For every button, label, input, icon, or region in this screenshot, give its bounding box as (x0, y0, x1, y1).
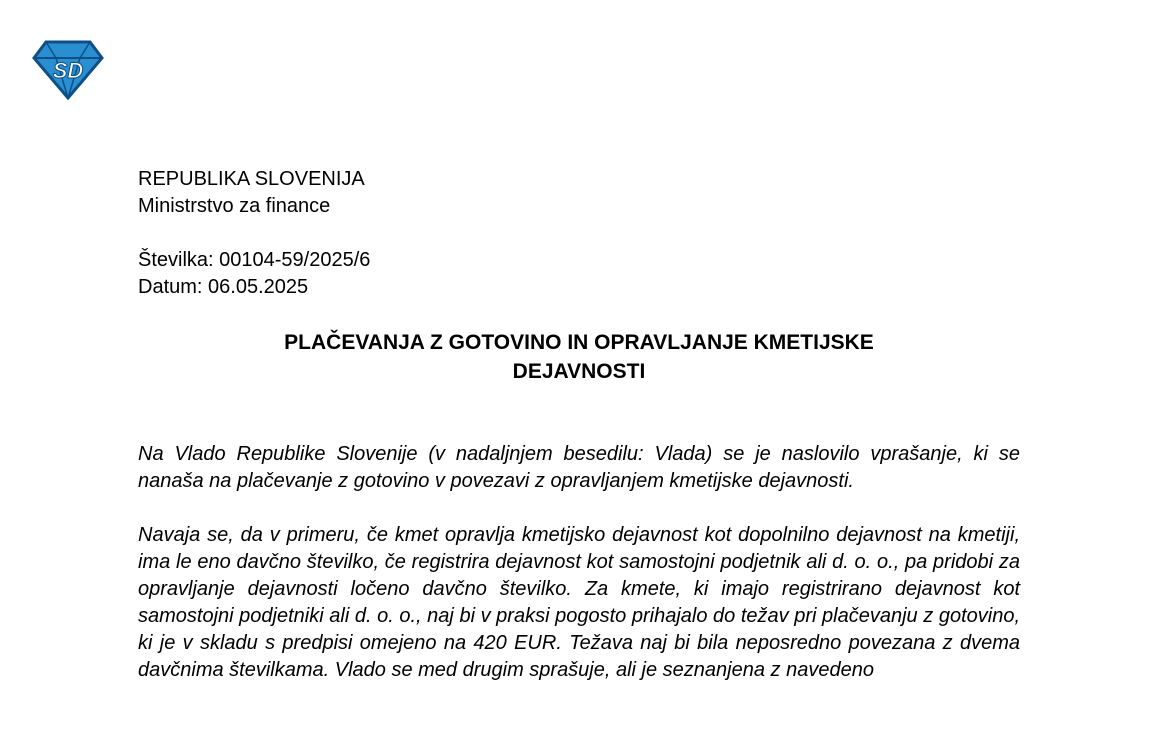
title-line-2: DEJAVNOSTI (512, 360, 646, 383)
document-number: Številka: 00104-59/2025/6 (138, 249, 371, 271)
document-header (138, 166, 370, 301)
ministry-name: Ministrstvo za finance (138, 195, 331, 217)
document-title (138, 328, 1020, 386)
body-paragraph-2: Navaja se, da v primeru, če kmet opravlja kmetijsko dejavnost kot dopolnilno dejavnost na kmetiji, ima le eno davčno številko, če registrira dejavnost kot samostojni podjetnik ali d. o. o., pa pridobi za opravljanje dejavnosti ločeno davčno številko. Za kmete, ki imajo registrirano dejavnost kot samostojni podjetniki ali d. o. o., naj bi v praksi pogosto prihajalo do težav pri plačevanju z gotovino, ki je v skladu s predpisi omejeno na 420 EUR. Težava naj bi bila neposredno povezana z dvema davčnima številkama. Vlado se med drugim sprašuje, ali je seznanjena z navedeno (138, 524, 1020, 681)
document-body (138, 441, 1020, 684)
body-paragraph-1: Na Vlado Republike Slovenije (v nadaljnjem besedilu: Vlada) se je naslovilo vprašanje, ki se nanaša na plačevanje z gotovino v povezavi z opravljanjem kmetijske dejavnosti. (138, 443, 1020, 492)
document-date: Datum: 06.05.2025 (138, 276, 309, 298)
title-line-1: PLAČEVANJA Z GOTOVINO IN OPRAVLJANJE KMETIJSKE (284, 331, 874, 354)
sd-logo-icon (32, 40, 104, 100)
republic-name: REPUBLIKA SLOVENIJA (138, 168, 365, 190)
header-spacer (138, 220, 370, 247)
logo-letters: SD (52, 58, 84, 83)
